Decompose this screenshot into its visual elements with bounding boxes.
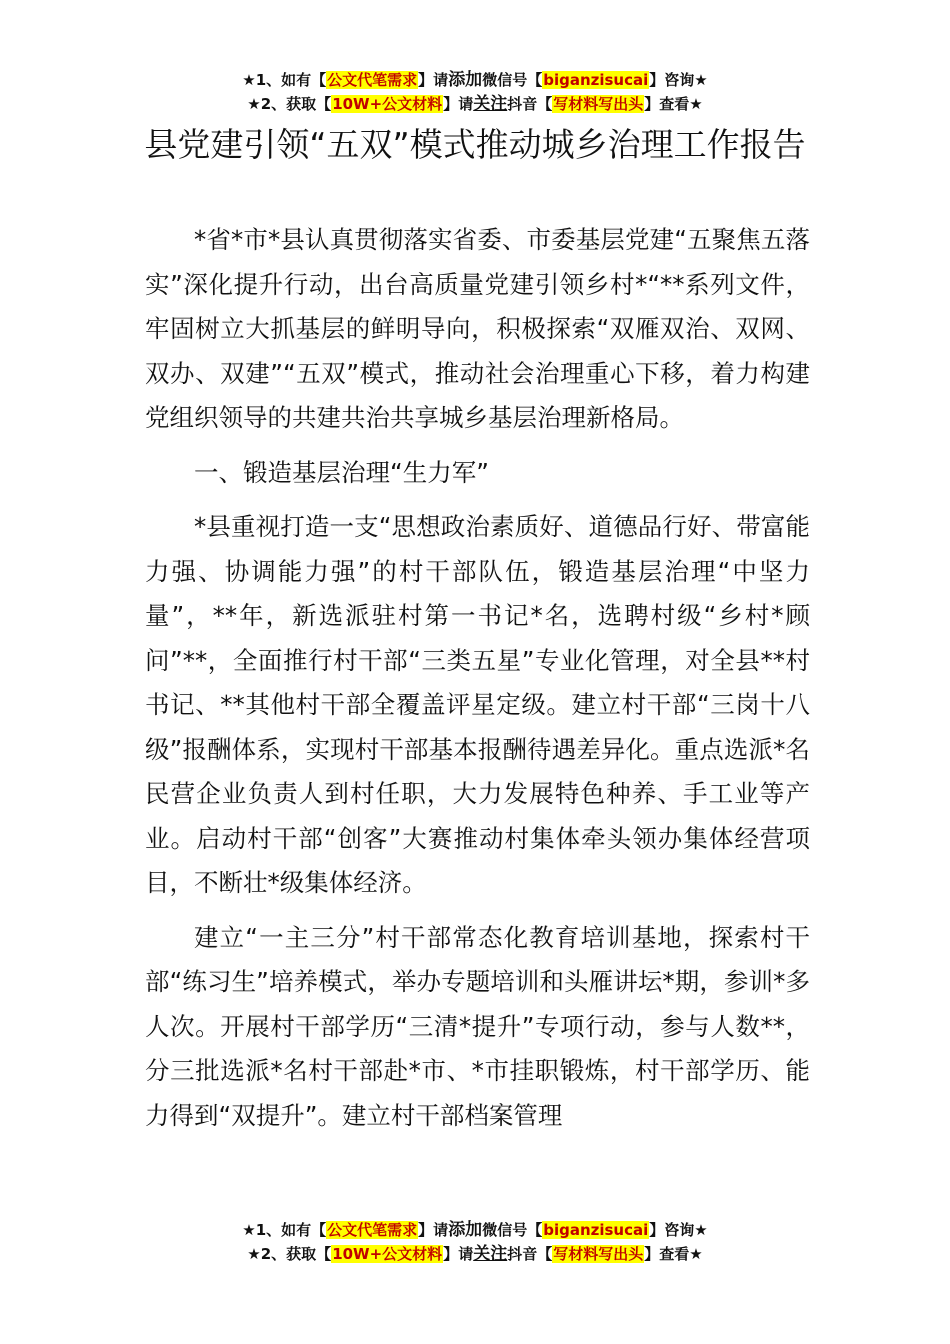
highlight-materials: 10W+公文材料 — [332, 95, 443, 113]
highlight-materials: 10W+公文材料 — [332, 1245, 443, 1263]
paragraph-section-1b: 建立“一主三分”村干部常态化教育培训基地，探索村干部“练习生”培养模式，举办专题培训和头雁讲坛*期，参训*多人次。开展村干部学历“三清*提升”专项行动，参与人数**，分三批选派*名村干部赴*市、*市挂职锻炼，村干部学历、能力得到“双提升”。建立村干部档案管理 — [145, 922, 810, 1130]
highlight-wechat-id: biganzisucai — [543, 1221, 649, 1239]
highlight-service: 公文代笔需求 — [327, 71, 418, 89]
document-title: 县党建引领“五双”模式推动城乡治理工作报告 — [144, 125, 806, 164]
highlight-douyin-id: 写材料写出头 — [553, 1245, 644, 1263]
promo-banner-top — [0, 68, 950, 116]
promo-banner-bottom — [0, 1218, 950, 1266]
promo-line-2: ★2、获取【10W+公文材料】请关注抖音【写材料写出头】查看★ — [247, 1244, 703, 1264]
paragraph-intro: *省*市*县认真贯彻落实省委、市委基层党建“五聚焦五落实”深化提升行动，出台高质量党建引领乡村*“**系列文件，牢固树立大抓基层的鲜明导向，积极探索“双雁双治、双网、双办、双建”“五双”模式，推动社会治理重心下移，着力构建党组织领导的共建共治共享城乡基层治理新格局。 — [145, 225, 810, 432]
highlight-douyin-id: 写材料写出头 — [553, 95, 644, 113]
highlight-service: 公文代笔需求 — [327, 1221, 418, 1239]
promo-line-1: ★1、如有【公文代笔需求】请添加微信号【biganzisucai】咨询★ — [242, 70, 708, 90]
document-body — [145, 218, 810, 1148]
promo-line-1: ★1、如有【公文代笔需求】请添加微信号【biganzisucai】咨询★ — [242, 1220, 708, 1240]
promo-line-2: ★2、获取【10W+公文材料】请关注抖音【写材料写出头】查看★ — [247, 94, 703, 114]
section-heading-1: 一、锻造基层治理“生力军” — [194, 457, 489, 487]
paragraph-section-1a: *县重视打造一支“思想政治素质好、道德品行好、带富能力强、协调能力强”的村干部队伍，锻造基层治理“中坚力量”，**年，新选派驻村第一书记*名，选聘村级“乡村*顾问”**，全面推行村干部“三类五星”专业化管理，对全县**村书记、**其他村干部全覆盖评星定级。建立村干部“三岗十八级”报酬体系，实现村干部基本报酬待遇差异化。重点选派*名民营企业负责人到村任职，大力发展特色种养、手工业等产业。启动村干部“创客”大赛推动村集体牵头领办集体经营项目，不断壮*级集体经济。 — [145, 512, 810, 897]
highlight-wechat-id: biganzisucai — [543, 71, 649, 89]
